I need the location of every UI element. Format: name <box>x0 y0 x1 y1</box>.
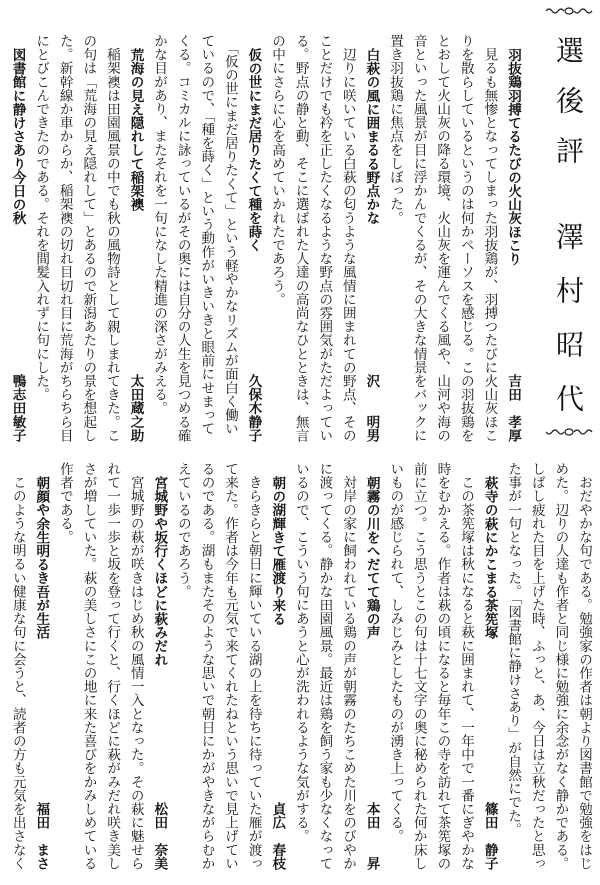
haiku-author: 鴨志田敏子 <box>9 374 26 442</box>
reviewer-name: 澤村昭代 <box>552 222 585 438</box>
commentary-line: いものが感じられて、しみじみとしたものが湧き上ってくる。 <box>387 462 404 843</box>
haiku-column <box>147 462 171 870</box>
haiku-column <box>359 34 383 442</box>
haiku-text: 荒海の見え隠れして稲架襖 <box>127 47 144 211</box>
commentary-line: て来た。作者は今年も元気で来てくれたねという思いで見上げてい <box>222 462 239 870</box>
commentary-line: るのである。湖もまたそのような思いで朝日にかがやきながらむか <box>198 462 215 870</box>
commentary-line: にとびこんできたのである。それを間髪入れずに句にした。 <box>33 34 50 402</box>
haiku-text: 羽抜鶏羽搏てるたびの火山灰ほこり <box>505 47 521 266</box>
commentary-line: に渡ってくる。静かな田園風景。最近は鶏を飼う家も少なくなって <box>316 462 333 870</box>
commentary-line: 辺りに咲いている白萩の匂うような風情に囲まれての野点、その <box>339 34 356 442</box>
commentary-line: いるので、こういう句にあうと心が洗われるような気がする。 <box>292 462 309 843</box>
commentary-line: 音といった風景が目に浮かんでくるが、その大きな情景をバックに <box>410 34 427 442</box>
commentary-line: しばし疲れた目を上げた時、ふっと、あ、今日は立秋だったと思っ <box>528 462 545 870</box>
upper-text-block <box>5 34 524 442</box>
haiku-text: 図書館に静けさあり今日の秋 <box>9 47 26 225</box>
commentary-line: とおして火山灰の降る環境、火山灰を運んでくる風や、山河や海の <box>434 34 451 442</box>
commentary-line: 時をむかえる。作者は萩の頃になると毎年この寺を訪れて茶筅塚の <box>434 462 451 870</box>
commentary-line: きらきらと朝日に輝いている湖の上を待ちに待っていた雁が渡っ <box>245 462 262 870</box>
page-title: 選後評 <box>552 36 585 186</box>
haiku-author: 本田 昇 <box>363 802 380 870</box>
commentary-line: めた。辺りの人達も作者と同じ様に勉強に余念がなく静かである。 <box>552 462 569 870</box>
haiku-author: 沢 明男 <box>363 374 380 442</box>
haiku-author: 吉田 孝厚 <box>505 374 521 442</box>
haiku-author: 太田蔵之助 <box>127 374 144 442</box>
haiku-column <box>29 462 53 870</box>
haiku-author: 久保木静子 <box>245 374 262 442</box>
haiku-column <box>359 462 383 870</box>
haiku-text: 萩寺の萩にかこまる茶筅塚 <box>481 475 498 639</box>
commentary-line: くる。コミカルに詠っているがその奥には自分の人生を見つめる確 <box>174 34 191 442</box>
haiku-column <box>500 34 524 442</box>
haiku-author: 福田 まさ <box>33 802 50 870</box>
commentary-line: りを散らしているというのは何かペーソスを感じる。この羽抜鶏を <box>457 34 474 442</box>
haiku-text: 朝霧の川をへだてて鶏の声 <box>363 475 380 639</box>
haiku-column <box>123 34 147 442</box>
lower-text-block <box>5 462 595 870</box>
commentary-line: ことだけでも衿を正したくなるような野点の雰囲気がただよってい <box>316 34 333 442</box>
haiku-column <box>477 462 501 870</box>
haiku-author: 貞広 春枝 <box>269 802 286 870</box>
haiku-column <box>5 34 29 442</box>
haiku-text: 朝顔や余生明るき吾が生活 <box>33 475 50 639</box>
commentary-line: おだやかな句である。勉強家の作者は朝より図書館で勉強をはじ <box>576 462 592 870</box>
commentary-line: 対岸の家に飼われている鶏の声が朝霧のたちこめた川をのびやか <box>340 462 357 870</box>
commentary-line: ているので、「種を蒔く」という動作がいきいきと眼前にせまって <box>198 34 215 436</box>
commentary-line: の中にさらに心を高めていかれたであろう。 <box>269 34 286 306</box>
commentary-line: 宮城野の萩が咲きはじめ秋の風情一入となった。その萩に魅せら <box>127 462 144 870</box>
haiku-text: 宮城野や坂行くほどに萩みだれ <box>151 475 168 666</box>
commentary-line: 「仮の世にまだ居りたくて」という軽やかなリズムが面白く働い <box>221 34 238 436</box>
haiku-author: 篠田 静子 <box>481 802 498 870</box>
commentary-line: る。野点の静と動、そこに選ばれた人達の高尚なひとときは、無言 <box>292 34 309 442</box>
haiku-text: 仮の世にまだ居りたくて種を蒔く <box>245 47 262 252</box>
commentary-line: えているのであろう。 <box>174 462 191 598</box>
commentary-line: このような明るい健康な句に会うと、読者の方も元気を出さなく <box>9 462 26 870</box>
haiku-text: 朝の湖輝きて雁渡り来る <box>269 475 286 626</box>
haiku-author: 松田 奈美 <box>151 802 168 870</box>
commentary-line: 前に立つ。こう思うとこの句は十七文字の奥に秘められた何か床し <box>410 462 427 870</box>
commentary-line: 置き羽抜鶏に焦点をしぼった。 <box>387 34 404 225</box>
commentary-line: 作者である。 <box>56 462 73 544</box>
haiku-column <box>265 462 289 870</box>
commentary-line: 稲架襖は田園風景の中でも秋の風物詩として親しまれてきた。こ <box>103 34 120 442</box>
ornament-bottom <box>545 427 593 437</box>
commentary-line: さが増していた。萩の美しさにこの地に来た喜びをかみしめている <box>80 462 97 870</box>
commentary-line: この茶筅塚は秋になると萩に囲まれて、一年中で一番にぎやかな <box>458 462 475 870</box>
commentary-line: かな目があり、またそれを一句になした精進の深さがみえる。 <box>151 34 168 415</box>
commentary-line: れて一歩一歩と坂を登って行くと、行くほどに萩がみだれ咲き美し <box>104 462 121 870</box>
commentary-line: の句は「荒海の見え隠れして」とあるので新潟あたりの景を想起し <box>80 34 97 442</box>
ornament-top <box>545 6 593 16</box>
haiku-text: 白萩の風に囲まるる野点かな <box>363 47 380 225</box>
commentary-line: た。新幹線か車からか、稲架襖の切れ目切れ目に荒海がちらちら目 <box>56 34 73 442</box>
haiku-column <box>241 34 265 442</box>
commentary-line: た事が一句となった。「図書館に静けさあり」が自然にでた。 <box>505 462 522 836</box>
commentary-line: 見るも無惨となってしまった羽抜鶏が、羽搏つたびに火山灰ほこ <box>481 34 498 442</box>
